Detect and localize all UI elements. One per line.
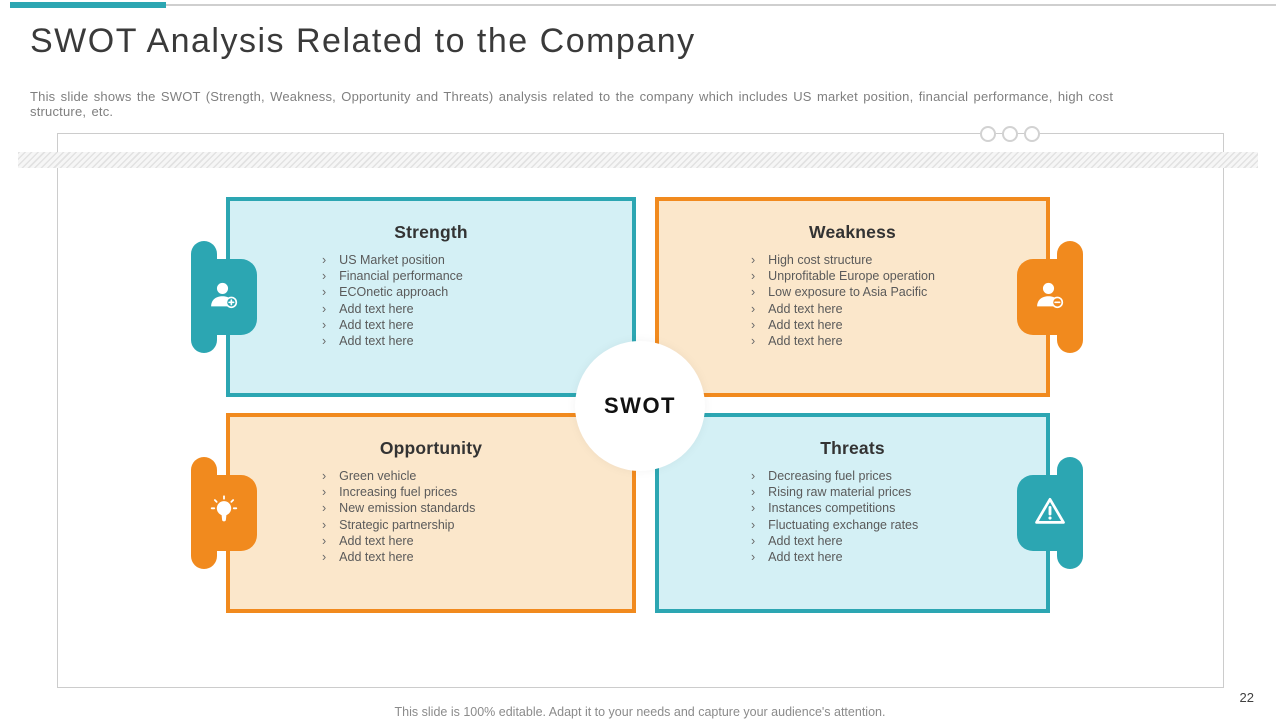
list-item-text: Fluctuating exchange rates — [768, 517, 919, 532]
bullet: › — [322, 285, 327, 300]
strength-box — [226, 197, 636, 397]
list-item — [751, 549, 1046, 565]
bullet: › — [751, 253, 756, 267]
threats-title: Threats — [820, 438, 885, 458]
list-item — [322, 484, 632, 500]
bullet: › — [322, 317, 327, 332]
list-item-text: Strategic partnership — [339, 517, 455, 532]
list-item — [751, 252, 1046, 268]
weakness-box — [655, 197, 1050, 397]
warning-icon — [1032, 493, 1068, 534]
strength-title: Strength — [394, 222, 468, 242]
bullet: › — [322, 469, 327, 483]
bullet: › — [751, 485, 756, 500]
weakness-tab — [1017, 241, 1083, 353]
list-item-text: Unprofitable Europe operation — [768, 269, 935, 284]
top-accent-bar — [10, 2, 166, 8]
list-item — [751, 317, 1046, 333]
list-item-text: Add text here — [768, 301, 843, 316]
tab-body — [191, 475, 257, 551]
list-item-text: Add text here — [339, 334, 414, 349]
list-item — [322, 517, 632, 533]
tab-body — [1017, 475, 1083, 551]
list-item — [322, 268, 632, 284]
list-item-text: Add text here — [339, 301, 414, 316]
list-item-text: Add text here — [339, 533, 414, 548]
list-item — [322, 252, 632, 268]
opportunity-box — [226, 413, 636, 613]
list-item — [751, 468, 1046, 484]
bullet: › — [322, 253, 327, 267]
list-item-text: Increasing fuel prices — [339, 485, 458, 500]
top-divider-line — [166, 4, 1276, 6]
list-item-text: Green vehicle — [339, 469, 417, 483]
list-item — [751, 517, 1046, 533]
threats-box — [655, 413, 1050, 613]
bullet: › — [751, 550, 756, 565]
list-item — [751, 301, 1046, 317]
bullet: › — [751, 469, 756, 483]
list-item-text: Rising raw material prices — [768, 485, 912, 500]
swot-center-circle — [575, 341, 705, 471]
threats-tab — [1017, 457, 1083, 569]
list-item-text: Add text here — [768, 317, 843, 332]
opportunity-tab — [191, 457, 257, 569]
list-item-text: Add text here — [768, 550, 843, 565]
decorative-circle — [1024, 126, 1040, 142]
bullet: › — [322, 550, 327, 565]
page-subtitle: This slide shows the SWOT (Strength, Weakness, Opportunity and Threats) analysis related to the company which includes US market position, financial performance, high cost structure, etc. — [30, 89, 1114, 119]
tab-body — [191, 259, 257, 335]
person-minus-icon — [1032, 277, 1068, 318]
list-item — [322, 533, 632, 549]
person-plus-icon — [206, 277, 242, 318]
list-item-text: Add text here — [339, 550, 414, 565]
list-item — [751, 500, 1046, 516]
list-item-text: ECOnetic approach — [339, 285, 449, 300]
weakness-title: Weakness — [809, 222, 896, 242]
bullet: › — [322, 334, 327, 349]
list-item-text: Add text here — [768, 533, 843, 548]
list-item — [751, 268, 1046, 284]
list-item-text: New emission standards — [339, 501, 476, 516]
list-item — [751, 284, 1046, 300]
strength-tab — [191, 241, 257, 353]
bullet: › — [751, 533, 756, 548]
bullet: › — [751, 501, 756, 516]
list-item-text: Decreasing fuel prices — [768, 469, 892, 483]
bullet: › — [751, 317, 756, 332]
bullet: › — [322, 533, 327, 548]
bullet: › — [322, 301, 327, 316]
tab-body — [1017, 259, 1083, 335]
list-item — [322, 549, 632, 565]
footer-note: This slide is 100% editable. Adapt it to your needs and capture your audience's attention. — [394, 705, 886, 719]
list-item — [322, 333, 632, 349]
lightbulb-icon — [206, 493, 242, 534]
bullet: › — [322, 501, 327, 516]
list-item-text: Financial performance — [339, 269, 463, 284]
list-item-text: Low exposure to Asia Pacific — [768, 285, 928, 300]
list-item-text: Add text here — [339, 317, 414, 332]
bullet: › — [751, 517, 756, 532]
weakness-list — [659, 252, 1046, 349]
swot-center-label: SWOT — [604, 393, 676, 418]
bullet: › — [322, 269, 327, 284]
page-number: 22 — [1239, 690, 1254, 705]
list-item — [322, 301, 632, 317]
list-item — [322, 317, 632, 333]
list-item — [322, 284, 632, 300]
list-item — [322, 468, 632, 484]
list-item — [751, 333, 1046, 349]
decorative-circle — [980, 126, 996, 142]
strength-list — [230, 252, 632, 349]
list-item — [751, 533, 1046, 549]
hatched-strip — [18, 152, 1258, 168]
list-item-text: US Market position — [339, 253, 445, 267]
opportunity-title: Opportunity — [379, 438, 483, 458]
opportunity-list — [230, 468, 632, 565]
list-item-text: Add text here — [768, 334, 843, 349]
threats-list — [659, 468, 1046, 565]
decorative-circle — [1002, 126, 1018, 142]
list-item — [751, 484, 1046, 500]
list-item — [322, 500, 632, 516]
list-item-text: Instances competitions — [768, 501, 896, 516]
bullet: › — [751, 301, 756, 316]
bullet: › — [322, 485, 327, 500]
bullet: › — [751, 269, 756, 284]
bullet: › — [751, 285, 756, 300]
bullet: › — [322, 517, 327, 532]
page-title: SWOT Analysis Related to the Company — [30, 22, 696, 60]
list-item-text: High cost structure — [768, 253, 873, 267]
bullet: › — [751, 334, 756, 349]
